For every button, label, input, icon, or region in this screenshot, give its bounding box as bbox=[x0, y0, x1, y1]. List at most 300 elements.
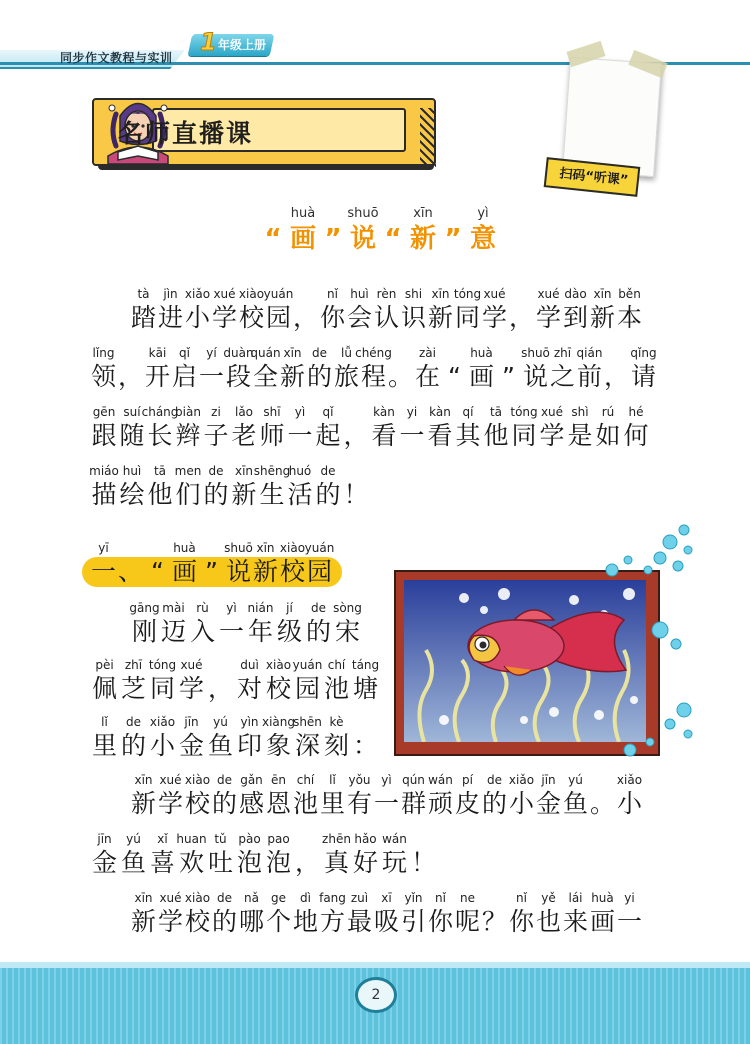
hanzi: 有 bbox=[346, 789, 372, 818]
hanzi: 如 bbox=[595, 421, 621, 450]
pinyin: shì bbox=[571, 405, 589, 419]
hanzi: 你 bbox=[508, 907, 534, 936]
char-cell bbox=[130, 772, 157, 820]
char-cell bbox=[322, 714, 351, 762]
char-cell bbox=[304, 600, 333, 648]
pinyin: xué bbox=[540, 405, 564, 419]
char-cell bbox=[177, 657, 206, 705]
pinyin: xiào bbox=[184, 773, 211, 787]
pinyin: yuán bbox=[304, 541, 335, 555]
hanzi: 小 bbox=[149, 731, 175, 760]
hanzi: 你 bbox=[427, 907, 453, 936]
char-cell bbox=[319, 772, 346, 820]
hanzi: 学 bbox=[539, 421, 565, 450]
char-cell bbox=[549, 345, 576, 393]
hanzi: 方 bbox=[319, 907, 345, 936]
char-cell bbox=[258, 206, 288, 256]
pinyin: xīn bbox=[234, 464, 254, 478]
hanzi: 顽 bbox=[427, 789, 453, 818]
hanzi: 最 bbox=[346, 907, 372, 936]
char-cell bbox=[206, 657, 235, 705]
pinyin: xué bbox=[213, 287, 236, 301]
pinyin: pào bbox=[238, 832, 261, 846]
hanzi: 同 bbox=[511, 421, 537, 450]
pinyin: yì bbox=[226, 601, 237, 615]
char-cell bbox=[202, 463, 230, 511]
char-cell bbox=[262, 714, 296, 762]
hanzi: 感 bbox=[238, 789, 264, 818]
pinyin: kàn bbox=[373, 405, 395, 419]
pinyin: huà bbox=[290, 206, 316, 221]
hanzi: 金 bbox=[535, 789, 561, 818]
hanzi: 们 bbox=[175, 480, 201, 509]
hanzi: “ bbox=[384, 224, 402, 254]
pinyin: xiào bbox=[184, 891, 211, 905]
char-cell bbox=[355, 345, 392, 393]
hanzi: 进 bbox=[157, 303, 183, 332]
pinyin: yí bbox=[206, 346, 217, 360]
char-cell bbox=[235, 714, 264, 762]
char-cell bbox=[90, 657, 119, 705]
pinyin: pao bbox=[267, 832, 290, 846]
pinyin: huó bbox=[288, 464, 312, 478]
hanzi: 小 bbox=[508, 789, 534, 818]
pinyin: lǐ bbox=[101, 715, 108, 729]
pinyin: xué bbox=[537, 287, 560, 301]
hanzi: 一 bbox=[90, 557, 116, 586]
pinyin: kāi bbox=[148, 346, 167, 360]
pinyin: miáo bbox=[89, 464, 119, 478]
pinyin: yì bbox=[477, 206, 489, 221]
pinyin: xiǎo bbox=[184, 287, 211, 301]
pinyin: jīn bbox=[541, 773, 556, 787]
hanzi: 刚 bbox=[131, 617, 157, 646]
hanzi: 生 bbox=[259, 480, 285, 509]
char-cell bbox=[481, 772, 508, 820]
paragraph1-line bbox=[90, 345, 657, 393]
hanzi: 活 bbox=[287, 480, 313, 509]
char-cell bbox=[481, 890, 508, 938]
hanzi: 说 bbox=[522, 362, 548, 391]
char-cell bbox=[616, 772, 643, 820]
char-cell bbox=[603, 345, 630, 393]
hanzi: 鱼 bbox=[207, 731, 233, 760]
char-cell bbox=[378, 206, 408, 256]
hanzi: 同 bbox=[149, 674, 175, 703]
pinyin: tóng bbox=[453, 287, 482, 301]
hanzi: 校 bbox=[184, 907, 210, 936]
hanzi: 一 bbox=[198, 362, 224, 391]
pinyin: shi bbox=[404, 287, 423, 301]
char-cell bbox=[562, 772, 589, 820]
pinyin: de bbox=[320, 464, 336, 478]
char-cell bbox=[90, 714, 119, 762]
pinyin: shēn bbox=[293, 715, 322, 729]
hanzi: 鱼 bbox=[562, 789, 588, 818]
char-cell bbox=[427, 772, 454, 820]
char-cell bbox=[481, 286, 508, 334]
hanzi: 是 bbox=[567, 421, 593, 450]
char-cell bbox=[265, 890, 292, 938]
pinyin: de bbox=[311, 601, 326, 615]
char-cell bbox=[119, 714, 148, 762]
hanzi: 。 bbox=[387, 362, 413, 391]
char-cell bbox=[427, 890, 454, 938]
hanzi: 池 bbox=[323, 674, 349, 703]
pinyin: zài bbox=[419, 346, 436, 360]
pinyin: lǚ bbox=[341, 346, 352, 360]
pinyin: qí bbox=[462, 405, 474, 419]
char-cell bbox=[148, 714, 177, 762]
pinyin: zhī bbox=[124, 658, 143, 672]
char-cell bbox=[279, 345, 306, 393]
char-cell bbox=[426, 404, 454, 452]
hanzi: 。 bbox=[589, 789, 615, 818]
qr-note[interactable] bbox=[562, 57, 662, 177]
pinyin: zhī bbox=[553, 346, 572, 360]
hanzi: 对 bbox=[236, 674, 262, 703]
paragraph1-line bbox=[90, 463, 370, 511]
char-cell bbox=[306, 540, 333, 588]
char-cell bbox=[211, 772, 238, 820]
char-cell bbox=[454, 404, 482, 452]
hanzi: 长 bbox=[147, 421, 173, 450]
pinyin: dào bbox=[564, 287, 587, 301]
char-cell bbox=[314, 463, 342, 511]
pinyin: kè bbox=[329, 715, 344, 729]
pinyin: nǐ bbox=[516, 891, 527, 905]
char-cell bbox=[146, 463, 174, 511]
pinyin: tǔ bbox=[214, 832, 227, 846]
hanzi: 吸 bbox=[373, 907, 399, 936]
char-cell bbox=[148, 657, 177, 705]
char-cell bbox=[130, 890, 157, 938]
char-cell bbox=[306, 345, 333, 393]
char-cell bbox=[286, 404, 314, 452]
char-cell bbox=[265, 286, 292, 334]
pinyin: duàn bbox=[223, 346, 254, 360]
char-cell bbox=[235, 657, 264, 705]
pinyin: tà bbox=[137, 287, 150, 301]
char-cell bbox=[562, 890, 589, 938]
char-cell bbox=[589, 286, 616, 334]
hanzi: 起 bbox=[315, 421, 341, 450]
char-cell bbox=[211, 286, 238, 334]
hanzi: 到 bbox=[562, 303, 588, 332]
hanzi: 也 bbox=[535, 907, 561, 936]
char-cell bbox=[157, 286, 184, 334]
char-cell bbox=[238, 286, 265, 334]
series-title: 同步作文教程与实训 bbox=[60, 51, 173, 65]
hanzi: 踏 bbox=[130, 303, 156, 332]
hanzi: 刻 bbox=[323, 731, 349, 760]
hanzi: ， bbox=[292, 303, 318, 332]
char-cell bbox=[414, 345, 441, 393]
paragraph2-line bbox=[130, 772, 643, 820]
char-cell bbox=[576, 345, 603, 393]
pinyin: sòng bbox=[333, 601, 362, 615]
char-cell bbox=[288, 206, 318, 256]
pinyin: lǎo bbox=[234, 405, 254, 419]
char-cell bbox=[594, 404, 622, 452]
pinyin: lǐ bbox=[329, 773, 336, 787]
char-cell bbox=[238, 772, 265, 820]
pinyin: tā bbox=[489, 405, 503, 419]
qr-label[interactable]: 扫码“听课” bbox=[558, 166, 629, 189]
char-cell bbox=[184, 772, 211, 820]
hanzi: 他 bbox=[483, 421, 509, 450]
hanzi: 辫 bbox=[175, 421, 201, 450]
pinyin: yǐn bbox=[404, 891, 423, 905]
hanzi: 哪 bbox=[238, 907, 264, 936]
char-cell bbox=[202, 404, 230, 452]
pinyin: xiào bbox=[265, 658, 292, 672]
char-cell bbox=[217, 600, 246, 648]
char-cell bbox=[265, 772, 292, 820]
char-cell bbox=[119, 831, 148, 879]
pinyin: tā bbox=[153, 464, 167, 478]
hanzi: 前 bbox=[576, 362, 602, 391]
hanzi: 地 bbox=[292, 907, 318, 936]
pinyin: shuō bbox=[224, 541, 253, 555]
pinyin: yǒu bbox=[348, 773, 371, 787]
hanzi: 画 bbox=[589, 907, 615, 936]
char-cell bbox=[346, 890, 373, 938]
hanzi: 群 bbox=[400, 789, 426, 818]
hanzi: 看 bbox=[427, 421, 453, 450]
hanzi: 学 bbox=[157, 789, 183, 818]
paragraph2-line bbox=[90, 831, 438, 879]
pinyin: yuán bbox=[263, 287, 294, 301]
char-cell bbox=[348, 206, 378, 256]
char-cell bbox=[90, 404, 118, 452]
paragraph2-line bbox=[130, 890, 643, 938]
char-cell bbox=[400, 772, 427, 820]
hanzi: 泡 bbox=[236, 848, 262, 877]
char-cell bbox=[130, 286, 157, 334]
hanzi: 芝 bbox=[120, 674, 146, 703]
pinyin: de bbox=[217, 891, 232, 905]
pinyin: rù bbox=[196, 601, 209, 615]
hanzi: ， bbox=[343, 421, 369, 450]
pinyin: de bbox=[208, 464, 224, 478]
char-cell bbox=[468, 206, 498, 256]
hanzi: 校 bbox=[279, 557, 305, 586]
pinyin: hǎo bbox=[354, 832, 377, 846]
hanzi: 子 bbox=[203, 421, 229, 450]
hanzi: 的 bbox=[306, 362, 332, 391]
pinyin: xīn bbox=[431, 287, 450, 301]
paragraph1-line bbox=[130, 286, 643, 334]
char-cell bbox=[198, 345, 225, 393]
char-cell bbox=[225, 540, 252, 588]
char-cell bbox=[90, 540, 117, 588]
hanzi: 意 bbox=[469, 224, 496, 254]
char-cell bbox=[171, 540, 198, 588]
hanzi: 本 bbox=[616, 303, 642, 332]
pinyin: chí bbox=[296, 773, 315, 787]
char-cell bbox=[141, 404, 179, 452]
pinyin: ge bbox=[271, 891, 286, 905]
char-cell bbox=[351, 657, 380, 705]
pinyin: de bbox=[126, 715, 141, 729]
pinyin: mài bbox=[162, 601, 185, 615]
hanzi: 绘 bbox=[119, 480, 145, 509]
char-cell bbox=[292, 286, 319, 334]
hanzi: ， bbox=[294, 848, 320, 877]
hanzi: 领 bbox=[90, 362, 116, 391]
pinyin: quán bbox=[250, 346, 281, 360]
char-cell bbox=[246, 600, 275, 648]
pinyin: gǎn bbox=[240, 773, 263, 787]
hanzi: 看 bbox=[371, 421, 397, 450]
pinyin: jìn bbox=[163, 287, 178, 301]
hanzi: ！ bbox=[410, 848, 436, 877]
hanzi: 画 bbox=[468, 362, 494, 391]
paragraph2-line bbox=[90, 714, 380, 762]
char-cell bbox=[322, 657, 351, 705]
hanzi: 里 bbox=[91, 731, 117, 760]
hanzi: 个 bbox=[265, 907, 291, 936]
char-cell bbox=[333, 600, 362, 648]
hanzi: 年 bbox=[247, 617, 273, 646]
pinyin: xīn bbox=[283, 346, 302, 360]
hanzi: ： bbox=[352, 731, 378, 760]
char-cell bbox=[206, 714, 235, 762]
char-cell bbox=[616, 890, 643, 938]
char-cell bbox=[409, 831, 438, 879]
char-cell bbox=[522, 345, 549, 393]
section-heading bbox=[90, 540, 333, 588]
hanzi: 学 bbox=[535, 303, 561, 332]
char-cell bbox=[454, 286, 481, 334]
hanzi: ” bbox=[324, 224, 342, 254]
pinyin: xué bbox=[159, 891, 182, 905]
pinyin: zuì bbox=[350, 891, 369, 905]
char-cell bbox=[90, 345, 117, 393]
char-cell bbox=[293, 831, 322, 879]
char-cell bbox=[238, 890, 265, 938]
char-cell bbox=[589, 772, 616, 820]
char-cell bbox=[225, 345, 252, 393]
hanzi: 新 bbox=[252, 557, 278, 586]
pinyin: kàn bbox=[429, 405, 451, 419]
char-cell bbox=[211, 890, 238, 938]
pinyin: jí bbox=[286, 601, 293, 615]
pinyin: de bbox=[312, 346, 327, 360]
pinyin: suí bbox=[123, 405, 141, 419]
pinyin: cháng bbox=[141, 405, 179, 419]
grade-number: 1 bbox=[200, 28, 217, 56]
pinyin: lái bbox=[568, 891, 583, 905]
pinyin: xīn bbox=[413, 206, 433, 221]
hanzi: “ bbox=[448, 362, 461, 391]
pinyin: tóng bbox=[148, 658, 177, 672]
pinyin: rú bbox=[601, 405, 615, 419]
pinyin: yú bbox=[126, 832, 141, 846]
pinyin: xīn bbox=[256, 541, 275, 555]
pinyin: qián bbox=[576, 346, 603, 360]
pinyin: zhēn bbox=[322, 832, 351, 846]
char-cell bbox=[508, 286, 535, 334]
pinyin: qún bbox=[402, 773, 425, 787]
char-cell bbox=[144, 345, 171, 393]
hanzi: 宋 bbox=[334, 617, 360, 646]
hanzi: 说 bbox=[225, 557, 251, 586]
pinyin: xué bbox=[180, 658, 203, 672]
hanzi: 好 bbox=[352, 848, 378, 877]
hanzi: 全 bbox=[252, 362, 278, 391]
pinyin: xiào bbox=[279, 541, 306, 555]
pinyin: xīn bbox=[134, 773, 153, 787]
pinyin: yú bbox=[213, 715, 228, 729]
char-cell bbox=[380, 831, 409, 879]
char-cell bbox=[119, 657, 148, 705]
char-cell bbox=[454, 772, 481, 820]
pinyin: huì bbox=[122, 464, 142, 478]
article-title bbox=[258, 206, 498, 256]
char-cell bbox=[177, 714, 206, 762]
hanzi: 跟 bbox=[91, 421, 117, 450]
hanzi: ， bbox=[117, 362, 143, 391]
pinyin: xiǎo bbox=[616, 773, 643, 787]
hanzi: ， bbox=[207, 674, 233, 703]
char-cell bbox=[454, 890, 481, 938]
hanzi: ？ bbox=[481, 907, 507, 936]
hanzi: 校 bbox=[265, 674, 291, 703]
char-cell bbox=[235, 831, 264, 879]
hanzi: 来 bbox=[562, 907, 588, 936]
char-cell bbox=[130, 600, 159, 648]
pinyin: huà bbox=[173, 541, 196, 555]
pinyin: qǐ bbox=[179, 346, 190, 360]
char-cell bbox=[258, 404, 286, 452]
hanzi: 校 bbox=[238, 303, 264, 332]
hanzi: 认 bbox=[373, 303, 399, 332]
char-cell bbox=[535, 890, 562, 938]
char-cell bbox=[342, 404, 370, 452]
pinyin: huì bbox=[350, 287, 369, 301]
pinyin: shuō bbox=[347, 206, 379, 221]
char-cell bbox=[400, 890, 427, 938]
pinyin: fang bbox=[319, 891, 346, 905]
paragraph2-line bbox=[90, 657, 380, 705]
char-cell bbox=[174, 463, 202, 511]
hanzi: 新 bbox=[231, 480, 257, 509]
hanzi: 的 bbox=[211, 907, 237, 936]
pinyin: de bbox=[217, 773, 232, 787]
char-cell bbox=[206, 831, 235, 879]
hanzi: 池 bbox=[292, 789, 318, 818]
hanzi: 金 bbox=[91, 848, 117, 877]
hanzi: 小 bbox=[616, 789, 642, 818]
hanzi: ” bbox=[205, 557, 218, 586]
pinyin: xī bbox=[381, 891, 392, 905]
char-cell bbox=[387, 345, 414, 393]
char-cell bbox=[314, 404, 342, 452]
pinyin: lǐng bbox=[92, 346, 115, 360]
hanzi: 学 bbox=[157, 907, 183, 936]
pinyin: yìn bbox=[240, 715, 259, 729]
char-cell bbox=[566, 404, 594, 452]
hanzi: 印 bbox=[236, 731, 262, 760]
pinyin: yi bbox=[406, 405, 418, 419]
char-cell bbox=[562, 286, 589, 334]
char-cell bbox=[264, 657, 293, 705]
hanzi: 随 bbox=[119, 421, 145, 450]
hanzi: 老 bbox=[231, 421, 257, 450]
hanzi: 在 bbox=[414, 362, 440, 391]
